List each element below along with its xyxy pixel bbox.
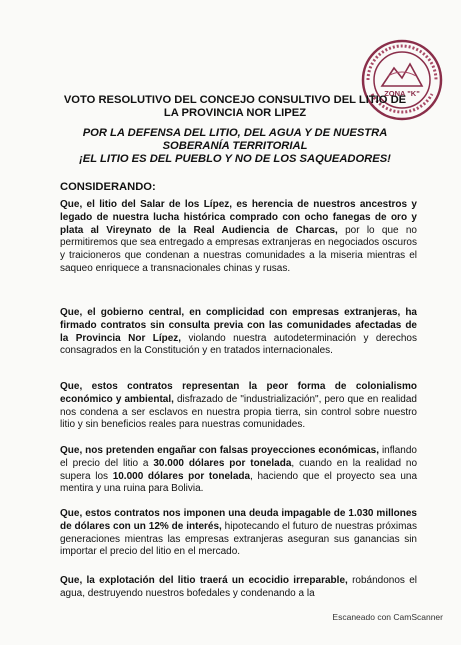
considerando-heading: CONSIDERANDO:	[60, 181, 156, 193]
subtitle-line1: POR LA DEFENSA DEL LITIO, DEL AGUA Y DE NUESTRA	[82, 127, 388, 139]
document-title-line1: VOTO RESOLUTIVO DEL CONCEJO CONSULTIVO DEL LITIO DE	[63, 94, 407, 106]
subtitle-line2: SOBERANÍA TERRITORIAL	[162, 140, 308, 152]
camscanner-watermark: Escaneado con CamScanner	[332, 612, 443, 622]
paragraph-1: Que, el litio del Salar de los Lípez, es herencia de nuestros ancestros y legado de nuestra lucha histórica comprado con ocho fanegas de oro y plata al Vireynato de la Real Audiencia de Charcas, por lo que no permitiremos que sea entregado a empresas extranjeras en negociados oscuros y traicioneros que condenan a nuestras comunidades a la miseria mientras el saqueo enriquece a transnacionales chinas y rusas.	[60, 199, 417, 274]
paragraph-4: Que, nos pretenden engañar con falsas proyecciones económicas, inflando el precio del litio a 30.000 dólares por tonelada, cuando en la realidad no supera los 10.000 dólares por tonelada, haciendo que el proyecto sea una mentira y una ruina para Bolivia.	[60, 445, 418, 495]
paragraph-5: Que, estos contratos nos imponen una deuda impagable de 1.030 millones de dólares con un 12% de interés, hipotecando el futuro de nuestras próximas generaciones mientras las empresas extranjeras aseguran sus ganancias sin importar el precio del litio en el mercado.	[60, 508, 417, 558]
document-title-line2: LA PROVINCIA NOR LIPEZ	[163, 107, 307, 119]
paragraph-2: Que, el gobierno central, en complicidad con empresas extranjeras, ha firmado contratos sin consulta previa con las comunidades afectadas de la Provincia Nor Lípez, violando nuestra autodeterminación y derechos consagrados en la Constitución y en tratados internacionales.	[60, 307, 417, 357]
subtitle-slogan: ¡EL LITIO ES DEL PUEBLO Y NO DE LOS SAQUEADORES!	[79, 153, 391, 165]
paragraph-6: Que, la explotación del litio traerá un ecocidio irreparable, robándonos el agua, destruyendo nuestros bofedales y condenando a la	[60, 575, 417, 599]
seal-zone-label: ZONA "K"	[384, 89, 420, 98]
paragraph-3: Que, estos contratos representan la peor forma de colonialismo económico y ambiental, disfrazado de "industrialización", pero que en realidad nos condena a ser esclavos en nuestra propia tierra, sin control sobre nuestro litio y sin beneficios reales para nuestras comunidades.	[60, 381, 417, 431]
